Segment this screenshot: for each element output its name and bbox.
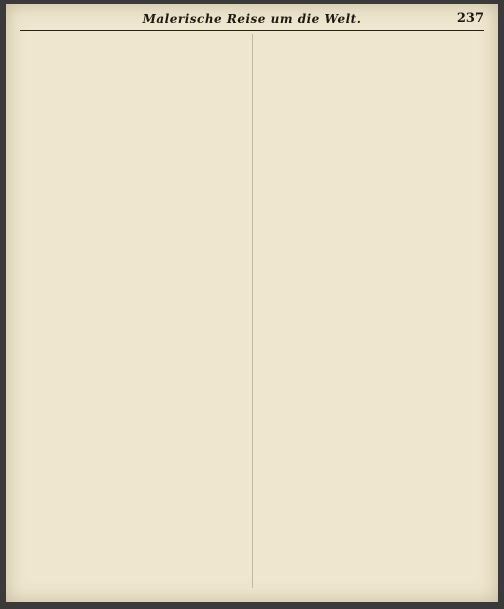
left-column: [20, 34, 242, 588]
running-title: Malerische Reise um die Welt.: [142, 12, 362, 26]
book-page: [6, 4, 498, 602]
column-rule: [252, 34, 253, 588]
text-columns: [20, 34, 484, 588]
right-column: [263, 34, 485, 588]
page-number: 237: [456, 11, 484, 26]
running-header: [20, 12, 484, 31]
